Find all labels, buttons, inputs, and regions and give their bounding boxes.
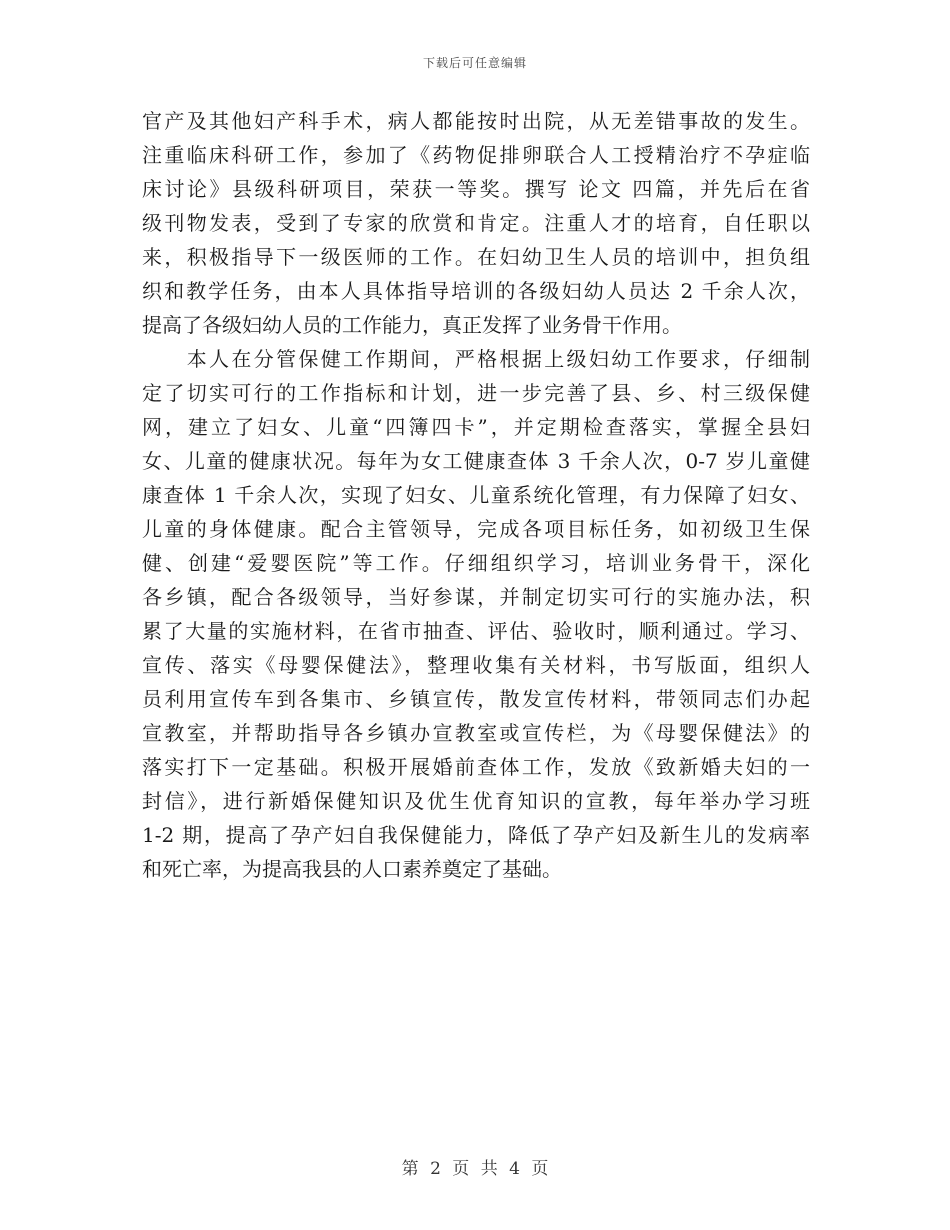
body-line: 官产及其他妇产科手术，病人都能按时出院，从无差错事故的发生。: [142, 109, 810, 133]
body-line: 累了大量的实施材料，在省市抽查、评估、验收时，顺利通过。学习、: [142, 619, 810, 643]
body-line: 宣教室，并帮助指导各乡镇办宣教室或宣传栏，为《母婴保健法》的: [142, 721, 810, 745]
body-line: 落实打下一定基础。积极开展婚前查体工作，发放《致新婚夫妇的一: [142, 755, 810, 779]
document-body: [142, 104, 810, 886]
body-line: 各乡镇，配合各级领导，当好参谋，并制定切实可行的实施办法，积: [142, 585, 810, 609]
body-line: 级刊物发表，受到了专家的欣赏和肯定。注重人才的培育，自任职以: [142, 211, 810, 235]
body-line: 床讨论》县级科研项目，荣获一等奖。撰写 论文 四篇，并先后在省: [142, 177, 810, 201]
body-line: 提高了各级妇幼人员的工作能力，真正发挥了业务骨干作用。: [142, 313, 682, 337]
body-line: 织和教学任务，由本人具体指导培训的各级妇幼人员达 2 千余人次，: [142, 279, 810, 303]
body-line: 1-2 期，提高了孕产妇自我保健能力，降低了孕产妇及新生儿的发病率: [142, 823, 810, 847]
body-line: 儿童的身体健康。配合主管领导，完成各项目标任务，如初级卫生保: [142, 517, 810, 541]
body-line: 来，积极指导下一级医师的工作。在妇幼卫生人员的培训中，担负组: [142, 245, 810, 269]
body-line: 网，建立了妇女、儿童“四簿四卡”，并定期检查落实，掌握全县妇: [142, 415, 810, 439]
body-line: 宣传、落实《母婴保健法》，整理收集有关材料，书写版面，组织人: [142, 653, 810, 677]
body-line: 和死亡率，为提高我县的人口素养奠定了基础。: [142, 857, 562, 881]
body-line: 女、儿童的健康状况。每年为女工健康查体 3 千余人次，0-7 岁儿童健: [142, 449, 810, 473]
body-line: 注重临床科研工作，参加了《药物促排卵联合人工授精治疗不孕症临: [142, 143, 810, 167]
page-header: 下载后可任意编辑: [422, 56, 527, 70]
body-line: 康查体 1 千余人次，实现了妇女、儿童系统化管理，有力保障了妇女、: [142, 483, 810, 507]
body-line: 健、创建“爱婴医院”等工作。仔细组织学习，培训业务骨干，深化: [142, 551, 810, 575]
body-line: 定了切实可行的工作指标和计划，进一步完善了县、乡、村三级保健: [142, 381, 810, 405]
body-line: 本人在分管保健工作期间，严格根据上级妇幼工作要求，仔细制: [142, 347, 810, 371]
page-footer: 第 2 页 共 4 页: [401, 1159, 549, 1179]
body-line: 员利用宣传车到各集市、乡镇宣传，散发宣传材料，带领同志们办起: [142, 687, 810, 711]
body-line: 封信》，进行新婚保健知识及优生优育知识的宣教，每年举办学习班: [142, 789, 810, 813]
